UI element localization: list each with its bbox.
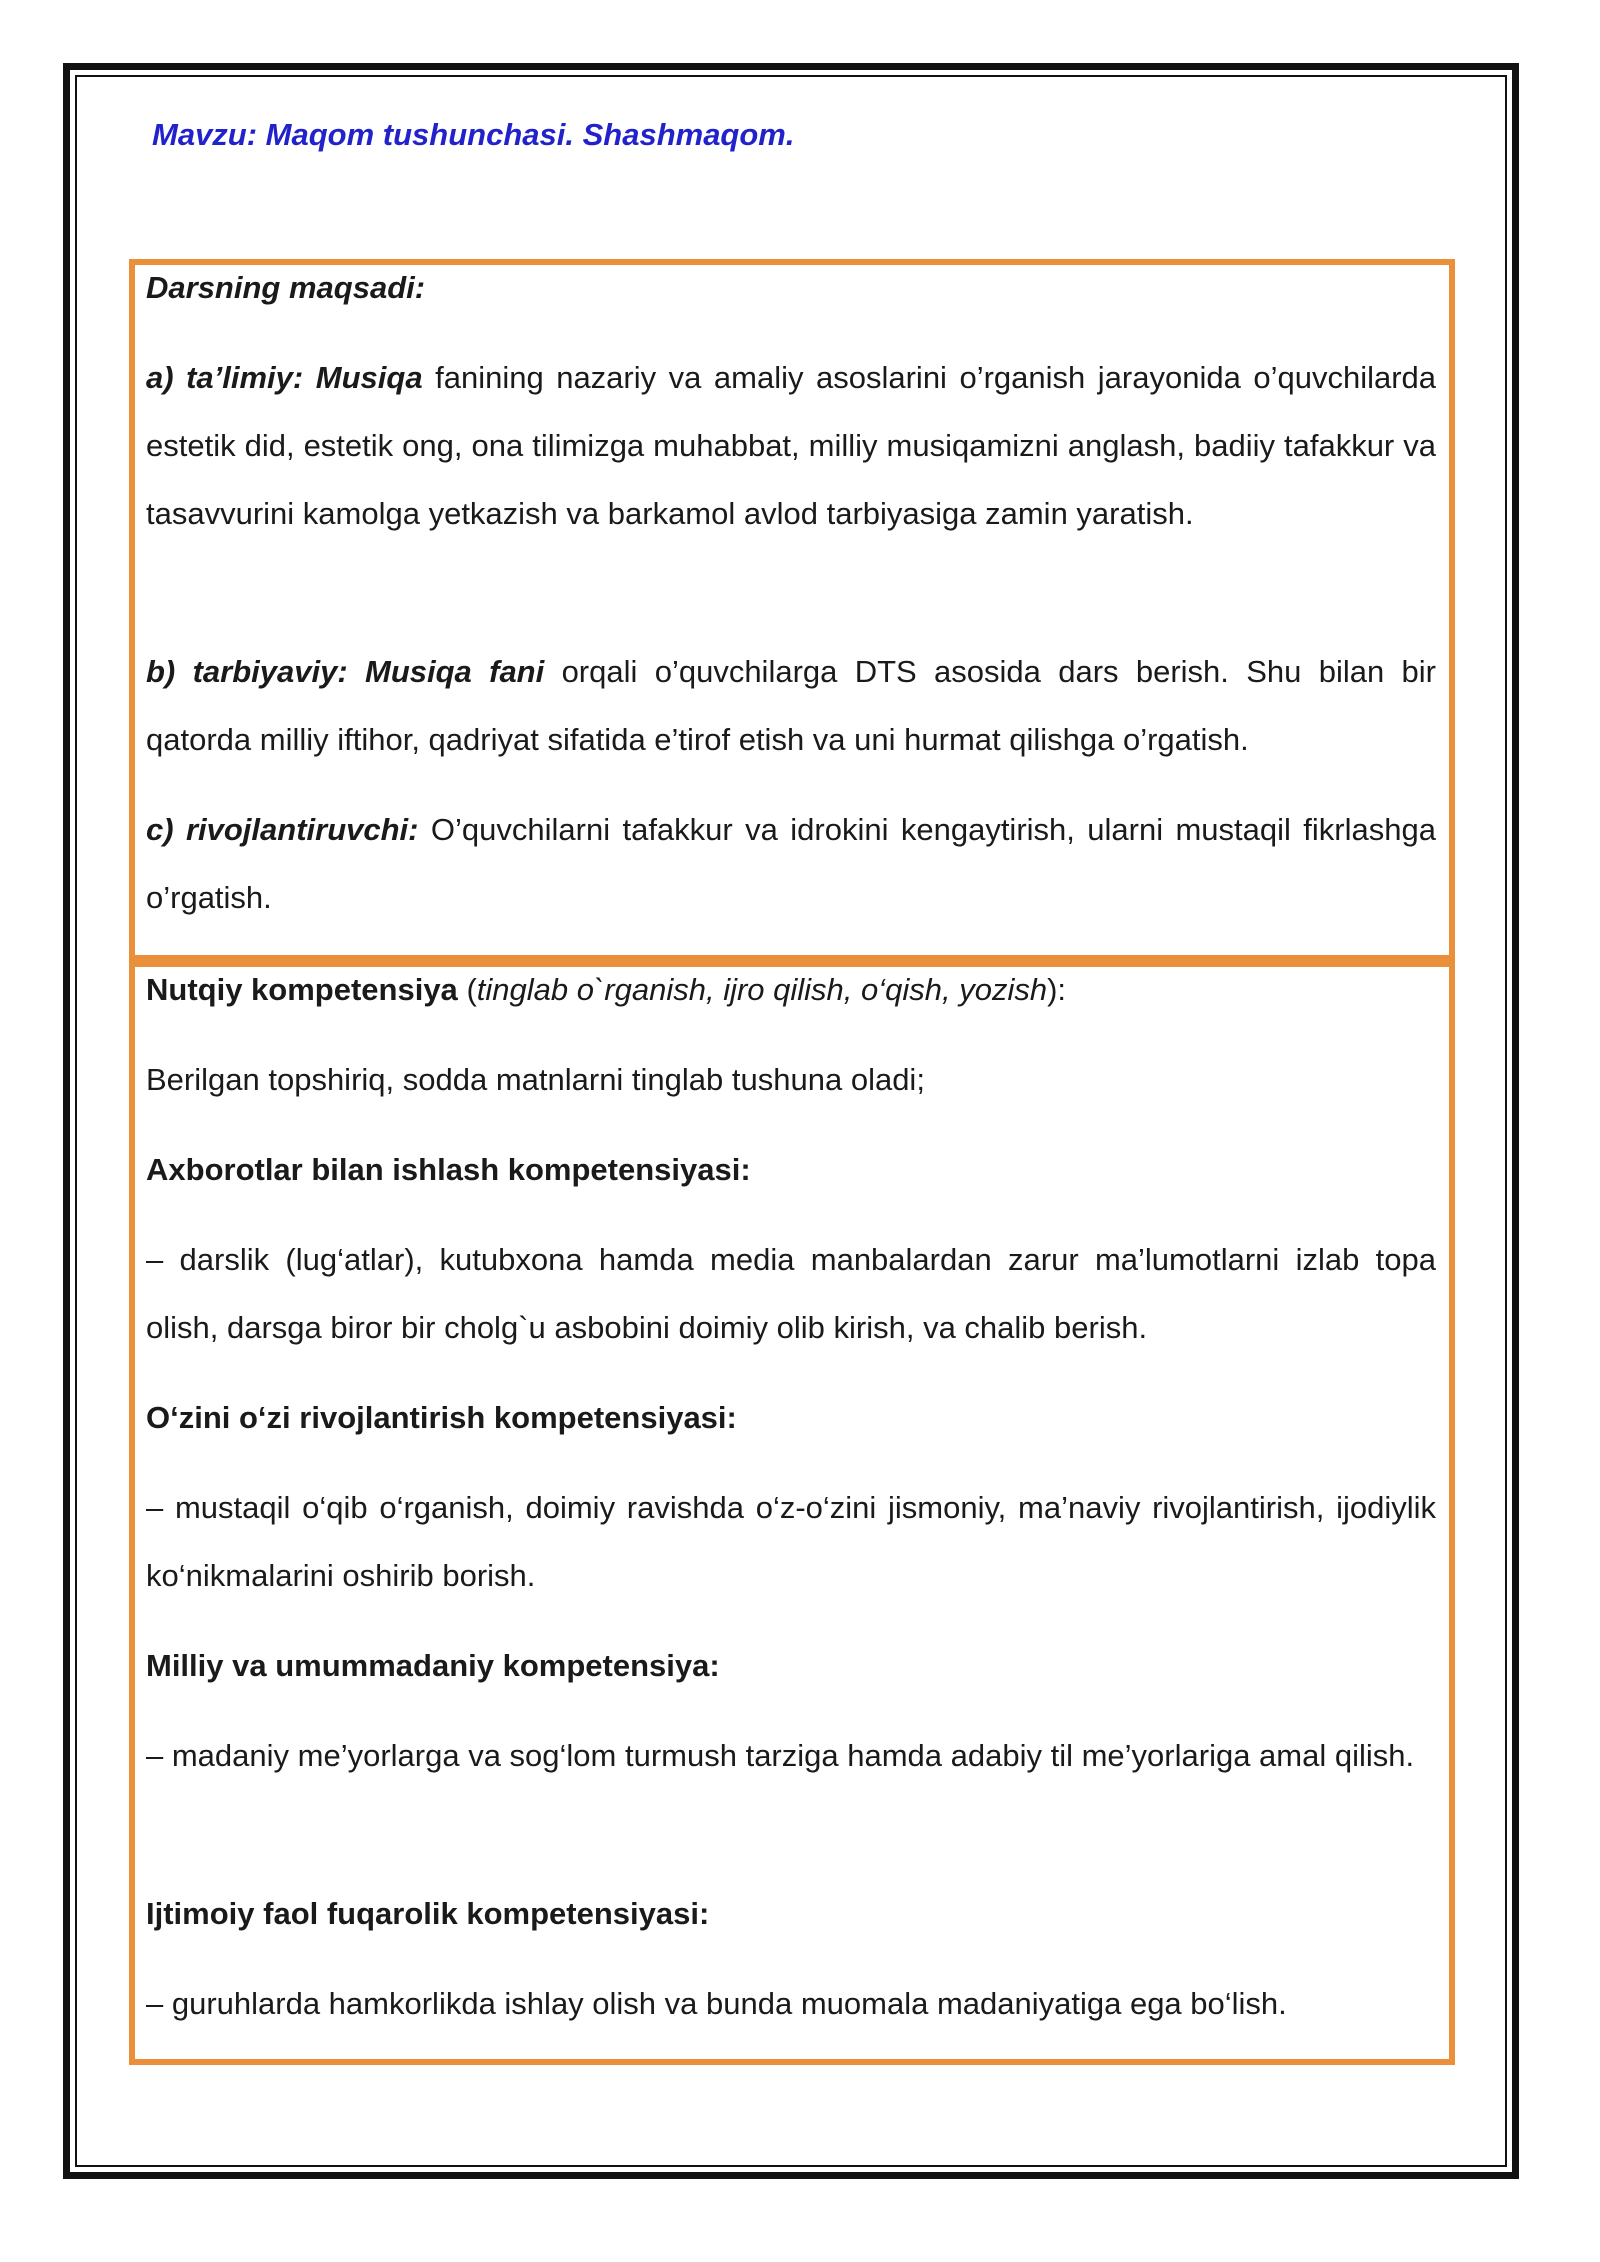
goal-c-text: O’quvchilarni tafakkur va idrokini kengaytirish, ularni mustaqil fikrlashga o’rgatish. xyxy=(146,812,1436,915)
goal-b-text: orqali o’quvchilarga DTS asosida dars berish. Shu bilan bir qatorda milliy iftihor, qadriyat sifatida e’tirof etish va uni hurmat qilishga o’rgatish. xyxy=(146,654,1436,757)
goal-b xyxy=(146,638,1436,774)
speech-competency-heading xyxy=(146,970,1066,1010)
speech-paren-open: ( xyxy=(466,972,477,1007)
goal-a-term: Musiqa xyxy=(315,360,423,395)
goal-c-label: c) rivojlantiruvchi: xyxy=(146,812,419,847)
goal-c xyxy=(146,796,1436,932)
civic-text: – guruhlarda hamkorlikda ishlay olish va bunda muomala madaniyatiga ega bo‘lish. xyxy=(146,1986,1287,2021)
topic-title: Mavzu: Maqom tushunchasi. Shashmaqom. xyxy=(152,117,795,152)
speech-text: Berilgan topshiriq, sodda matnlarni tinglab tushuna oladi; xyxy=(146,1062,925,1097)
goal-a-text: fanining nazariy va amaliy asoslarini o’rganish jarayonida o’quvchilarda estetik did, estetik ong, ona tilimizga muhabbat, milliy musiqamizni anglash, badiiy tafakkur va tasavvurini kamolga yetkazish va barkamol avlod tarbiyasiga zamin yaratish. xyxy=(146,360,1437,531)
goal-b-term: Musiqa fani xyxy=(365,654,545,689)
info-competency-heading: Axborotlar bilan ishlash kompetensiyasi: xyxy=(146,1152,751,1187)
goals-heading: Darsning maqsadi: xyxy=(146,270,426,305)
self-competency-heading: O‘zini o‘zi rivojlantirish kompetensiyasi: xyxy=(146,1400,737,1435)
culture-competency-heading: Milliy va umummadaniy kompetensiya: xyxy=(146,1648,720,1683)
goal-b-label: b) tarbiyaviy: xyxy=(146,654,348,689)
goal-a xyxy=(76,344,1436,548)
goal-a-label: a) ta’limiy: xyxy=(146,360,304,395)
civic-competency-heading: Ijtimoiy faol fuqarolik kompetensiyasi: xyxy=(146,1896,710,1931)
speech-title: Nutqiy kompetensiya xyxy=(146,972,458,1007)
info-text: – darslik (lug‘atlar), kutubxona hamda media manbalardan zarur ma’lumotlarni izlab topa olish, darsga biror bir cholg`u asbobini doimiy olib kirish, va chalib berish. xyxy=(146,1242,1436,1345)
culture-text: – madaniy me’yorlarga va sog‘lom turmush tarziga hamda adabiy til me’yorlariga amal qilish. xyxy=(146,1738,1415,1773)
speech-subtitle: tinglab o`rganish, ijro qilish, o‘qish, yozish xyxy=(476,972,1048,1007)
speech-paren-close: ): xyxy=(1047,972,1067,1007)
self-text: – mustaqil o‘qib o‘rganish, doimiy ravishda o‘z-o‘zini jismoniy, ma’naviy rivojlantirish, ijodiylik ko‘nikmalarini oshirib borish. xyxy=(146,1490,1436,1593)
